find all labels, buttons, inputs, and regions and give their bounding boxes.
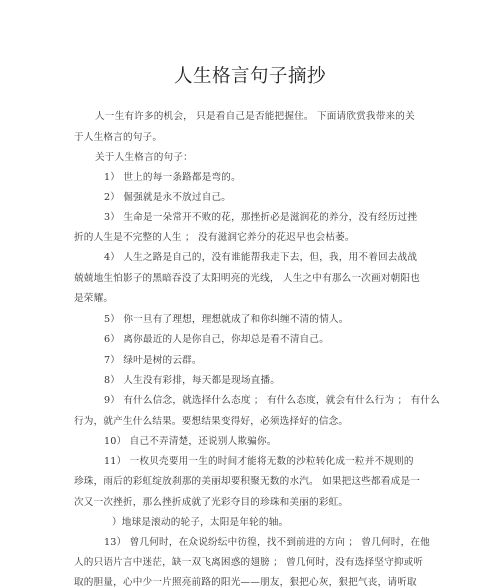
- paragraph-line: 行为，就产生什么结果。要想结果变得好，必须选择好的信念。: [74, 416, 349, 427]
- paragraph-line: 9） 有什么信念，就选择什么态度 ； 有什么态度，就会有什么行为 ； 有什么: [104, 395, 440, 406]
- paragraph-line: 1） 世上的每一条路都是弯的。: [104, 172, 241, 183]
- paragraph-line: 2） 倔强就是永不放过自己。: [104, 192, 232, 203]
- page-title: 人生格言句子摘抄: [173, 66, 326, 87]
- paragraph-line: 兢兢地生怕影子的黑暗吞没了太阳明亮的光线， 人生之中有那么一次画对朝阳也: [74, 273, 421, 284]
- paragraph-line: 5） 你一旦有了理想，理想就成了和你纠缠不清的情人。: [104, 314, 349, 325]
- paragraph-line: 7） 绿叶是树的云群。: [104, 355, 202, 366]
- paragraph-line: 珍珠，雨后的彩虹绽放刹那的美丽却要积聚无数的水汽。 如果把这些都看成是一: [74, 476, 421, 487]
- paragraph-line: 13） 曾几何时，在众说纷纭中彷徨，找不到前进的方向 ； 曾几何时，在他: [104, 537, 430, 548]
- paragraph-line: 6） 离你最近的人是你自己，你却总是看不清自己。: [104, 334, 330, 345]
- paragraph-line: 3） 生命是一朵常开不败的花，那挫折必是滋润花的养分，没有经历过挫: [104, 212, 418, 223]
- paragraph-line: 于人生格言的句子。: [74, 132, 163, 143]
- paragraph-line: 11） 一枚贝壳要用一生的时间才能将无数的沙粒转化成一粒并不规则的: [104, 456, 414, 467]
- paragraph-line: 10） 自己不弄清楚，还说别人欺骗你。: [104, 436, 277, 447]
- paragraph-line: 关于人生格言的句子：: [95, 152, 193, 163]
- paragraph-line: 8） 人生没有彩排，每天都是现场直播。: [104, 375, 281, 386]
- paragraph-line: 取的胆量，心中少一片照亮前路的阳光——朋友，狠把心灰，狠把气丧，请听取: [74, 577, 417, 588]
- paragraph-line: 人一生有许多的机会， 只是看自己是否能把握住。 下面请欣赏我带来的关: [95, 111, 415, 122]
- paragraph-line: ）地球是滚动的轮子，太阳是年轮的轴。: [112, 517, 289, 528]
- paragraph-line: 次又一次挫折，那么挫折成就了光彩夺目的珍珠和美丽的彩虹。: [74, 497, 349, 508]
- paragraph-line: 是荣耀。: [74, 293, 114, 304]
- paragraph-line: 折的人生是不完整的人生 ； 没有滋润它养分的花迟早也会枯萎。: [74, 232, 355, 243]
- paragraph-line: 人的只语片言中迷茫，缺一双飞离困惑的翅膀 ； 曾几何时，没有选择坚守抑或听: [74, 557, 424, 568]
- paragraph-line: 4） 人生之路是自己的，没有谁能帮我走下去，但，我，用不着回去战战: [104, 252, 418, 263]
